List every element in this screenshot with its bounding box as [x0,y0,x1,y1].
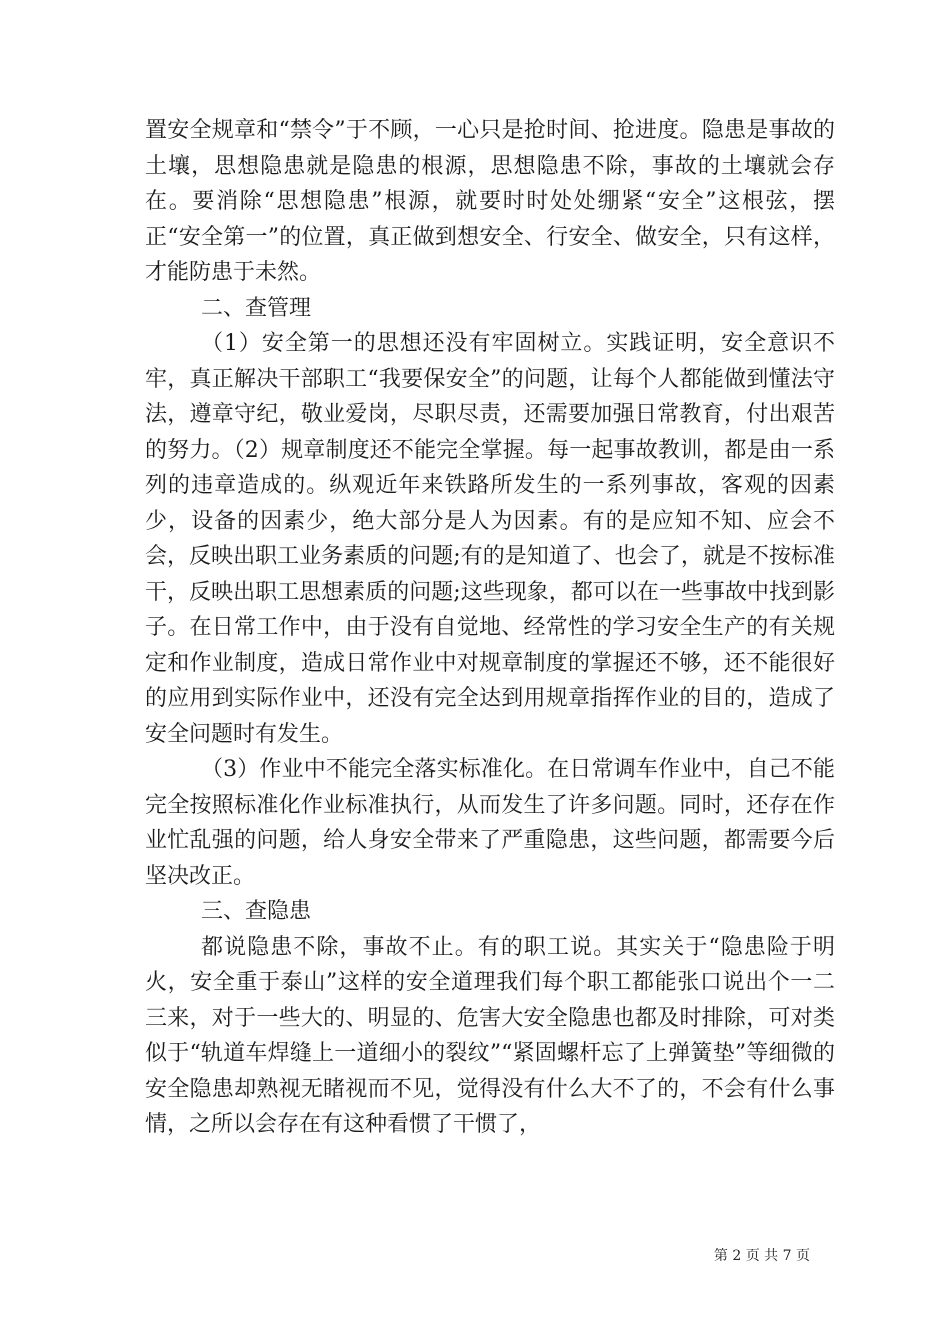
page-number-footer: 第 2 页 共 7 页 [713,1248,810,1264]
section-heading-hazards: 三、查隐患 [201,899,312,924]
section-heading-management: 二、查管理 [201,295,312,321]
paragraph-management-1: （1）安全第一的思想还没有牢固树立。实践证明，安全意识不牢，真正解决干部职工“我要保安全”的问题，让每个人都能做到懂法守法，遵章守纪，敬业爱岗，尽职尽责，还需要加强日常教育，付出艰苦的努力。（2）规章制度还不能完全掌握。每一起事故教训，都是由一系列的违章造成的。纵观近年来铁路所发生的一系列事故，客观的因素少，设备的因素少，绝大部分是人为因素。有的是应知不知、应会不会，反映出职工业务素质的问题;有的是知道了、也会了，就是不按标准干，反映出职工思想素质的问题;这些现象，都可以在一些事故中找到影子。在日常工作中，由于没有自觉地、经常性的学习安全生产的有关规定和作业制度，造成日常作业中对规章制度的掌握还不够，还不能很好的应用到实际作业中，还没有完全达到用规章指挥作业的目的，造成了安全问题时有发生。 [145,331,835,747]
document-body [145,113,835,1143]
paragraph-intro: 置安全规章和“禁令”于不顾，一心只是抢时间、抢进度。隐患是事故的土壤，思想隐患就是隐患的根源，思想隐患不除，事故的土壤就会存在。要消除“思想隐患”根源，就要时时处处绷紧“安全”这根弦，摆正“安全第一”的位置，真正做到想安全、行安全、做安全，只有这样，才能防患于未然。 [145,118,835,285]
paragraph-management-3: （3）作业中不能完全落实标准化。在日常调车作业中，自己不能完全按照标准化作业标准执行，从而发生了许多问题。同时，还存在作业忙乱强的问题，给人身安全带来了严重隐患，这些问题，都需要今后坚决改正。 [145,757,835,889]
paragraph-hazards: 都说隐患不除，事故不止。有的职工说。其实关于“隐患险于明火，安全重于泰山”这样的安全道理我们每个职工都能张口说出个一二三来，对于一些大的、明显的、危害大安全隐患也都及时排除，可对类似于“轨道车焊缝上一道细小的裂纹”“紧固螺杆忘了上弹簧垫”等细微的安全隐患却熟视无睹视而不见，觉得没有什么大不了的，不会有什么事情，之所以会存在有这种看惯了干惯了， [145,934,835,1137]
